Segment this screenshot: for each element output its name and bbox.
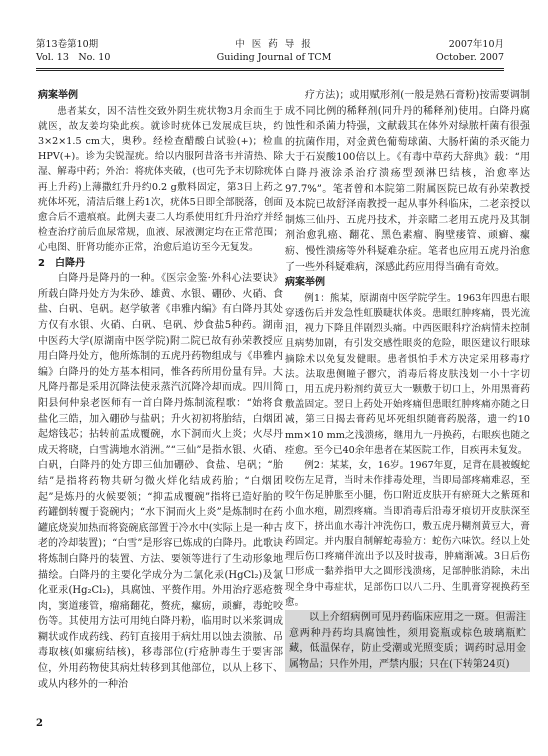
header-rule-thin: [36, 70, 504, 71]
case-report-left: 患者某女，因不洁性交致外阴生疣状物3月余而生于就医，故友姜均染此疾。就诊时疣体已发展成巨块，约3×2×1.5 cm大，奥秒。经检查醋酸白试验(+)；检血HPV(+)。诊为尖锐湿疣。给以内服阿昔洛韦并清热、除湿、解毒中药；外治：将疣体夹破，(也可先予末切除疣体再上升药)上薄撒红升丹约0.2 g敷料固定，第3日上药之疣体坏死，清洁后继上药1次，疣体5日即全部脱落，创面愈合后不遗痕痕。此例夫妻二人均系使用红升丹治疗并经检查治疗前后血尿常规，血液、尿液测定均在正常范围；心电图、肝肾功能亦正常，治愈后追访至今无复发。: [38, 105, 283, 254]
paragraph-right-top: 疗方法)；或用赋形剂(一般是熟石膏粉)按需要调制成不同比例的稀释剂(同升丹的稀释剂)使用。白降丹腐蚀性和杀菌力特强，文献载其在体外对绿脓杆菌有很强的抗菌作用，对金黄色葡萄球菌、大肠杆菌的杀灭能力大于石炭酸100倍以上。《有毒中草药大辞典》载：“用白降丹液涂杀治疗溃疡型颈淋巴结核，治愈率达97.7%”。笔者曾和本院第二附属医院已故有孙荣教授及本院已故舒泽南教授一起从事外科临床，二老亲授以制炼三仙丹、五虎丹技术，并亲睹二老用五虎丹及其制剂治愈乳癌、翻花、黑色素瘤、胸壁瘘管、顽癣、瘰疬、慢性溃疡等外科疑难杂症。笔者也应用五虎丹治愈了一些外科疑难病，深感此药应用得当确有奇效。: [285, 90, 530, 273]
header-date-en: October. 2007: [435, 52, 504, 63]
header-date: [436, 38, 504, 64]
header-volume-en: Vol. 13 No. 10: [36, 52, 111, 63]
page-number: 2: [36, 718, 43, 729]
case-heading-right: 病案举例: [285, 277, 325, 289]
header-volume-cn: 第13卷第10期: [36, 39, 99, 50]
case-example-2: 例2：某某，女，16岁。1967年夏，足背在晨被蝮蛇咬伤左足背，当时未作排毒处理，当即局部疼痛难忍，至咬午伤足肿胀至小腿，伤口附近皮肤开有瘀斑大之紫斑和小血水疱，剧烈疼痛。当即消毒后沿毒牙痕切开皮肤深至皮下，挤出血水毒汁冲洗伤口，敷五虎丹糊剂黄豆大，膏药固定。并内服自制解蛇毒验方：蛇伤六味饮。经以上处理后伤口疼痛伴流出予以及时拔毒，肿痛渐减。3日后伤口形成一黏养指甲大之圆形浅溃疡，足部肿胀消除，未出现全身中毒症状，足部伤口以八二丹、生肌膏穿视换药至愈。: [285, 459, 530, 608]
header-date-cn: 2007年10月: [448, 39, 504, 50]
case-example-1: 例1：熊某，原湖南中医学院学生。1963年四患右眼穿透伤后并发急性虹膜睫状体炎。患眼红肿疼痛，畏光流泪，视力下降且伴剧烈头痛。中西医眼科疗治病情未控制且病势加剧，有引发交感性眼炎的危险，眼医建议行眼球摘除术以免复发健眼。患者惧怕手术方决定采用移毒疗法。法取患侧瞳子髎穴，消毒后将皮肤浅划一小十字切口，用五虎丹粉剂约黄豆大一颗敷于切口上，外用黑膏药敷盖固定。翌日上药处开始疼痛但患眼红肿疼痛亦随之日减，第三日揭去膏药见坏死组织随膏药脱落，遗一约10 mm×10 mm之浅溃疡，继用九一丹换药，右眼疾也随之痊愈。至今已40余年患者在某医院工作，目疾再未复发。: [285, 292, 530, 456]
section-heading-baijiangdan: 2 白降丹: [38, 257, 85, 269]
left-column: [38, 88, 283, 692]
right-column: [285, 88, 530, 672]
paragraph-right-last: 以上介绍病例可见丹药临床应用之一斑。但需注意两种丹药均具腐蚀性，须用瓷瓶或棕色玻璃瓶贮藏，低温保存，防止受潮或光照变质；调药时忌用金属物品；只作外用，严禁内服；只在(下转第24页): [285, 610, 530, 672]
header-rule: [36, 68, 504, 69]
case-heading-left: 病案举例: [38, 90, 78, 101]
paragraph-baijiangdan: 白降丹是降丹的一种。《医宗金鉴·外科心法要诀》所载白降丹处方为朱砂、雄黄、水银、硼砂、火硝、食盐、白矾、皂矾。赵学敏著《串雅内编》有白降丹其处方仅有水银、火硝、白矾、皂矾、炒食盐5种药。湖南中医药大学(原湖南中医学院)附二院已故有孙荣教授应用白降丹处方，他所炼制的五虎丹药物组成与《串雅内编》白降丹的处方基本相同，惟各药所用份量有异。大凡降丹都是采用沉降法使汞蒸汽沉降冷却而成。四川简阳县何仲泉老医师有一首白降丹炼制流程歌：“始将食盐化三皓，加入硼砂与盐矾；升火初初将胎结，白烟团起熔钱芯；拈转前盂成覆碗，水下洞而火上炎；火尽丹成天将晓，白雪满地水消洲。”“三仙”是指水银、火硝、白矾，白降丹的处方即三仙加硼砂、食盐、皂矾；“胎结”是指将药物共研匀微火烊化结成药胎；“白烟团起”是炼丹的火候要领；“抑盂成覆碗”指将已造好胎的药罐倒转覆于瓷碗内；“水下洞而火上炎”是炼制时在药罐底烧炭加热而将瓷碗底部置于冷水中(实际上是一种古老的冷却装置)；“白雪”是形容已炼成的白降丹。此歌诀将炼制白降丹的装置、方法、要领等进行了生动形象地描绘。白降丹的主要化学成分为二氯化汞(HgCl₂)及氯化亚汞(Hg₂Cl₂)，具腐蚀、平赘作用。外用治疗恶疮赘肉，窦道瘘管，瘤痛翻花，赘疣，瘰疬，顽癣，毒蛇咬伤等。其使用方法可用纯白降丹粉，临用时以米浆调成糊状或作成药线、药钉直接用于病灶用以蚀去溃脓、吊毒取核(如瘰疬结核)，移毒部位(疔疮肿毒生于要害部位，外用药物使其病灶转移到其他部位，以从上移下、或从内移外的一种治: [38, 273, 283, 690]
journal-title-en: Guiding Journal of TCM: [216, 52, 332, 63]
journal-title-cn: 中 医 药 导 报: [235, 39, 313, 50]
